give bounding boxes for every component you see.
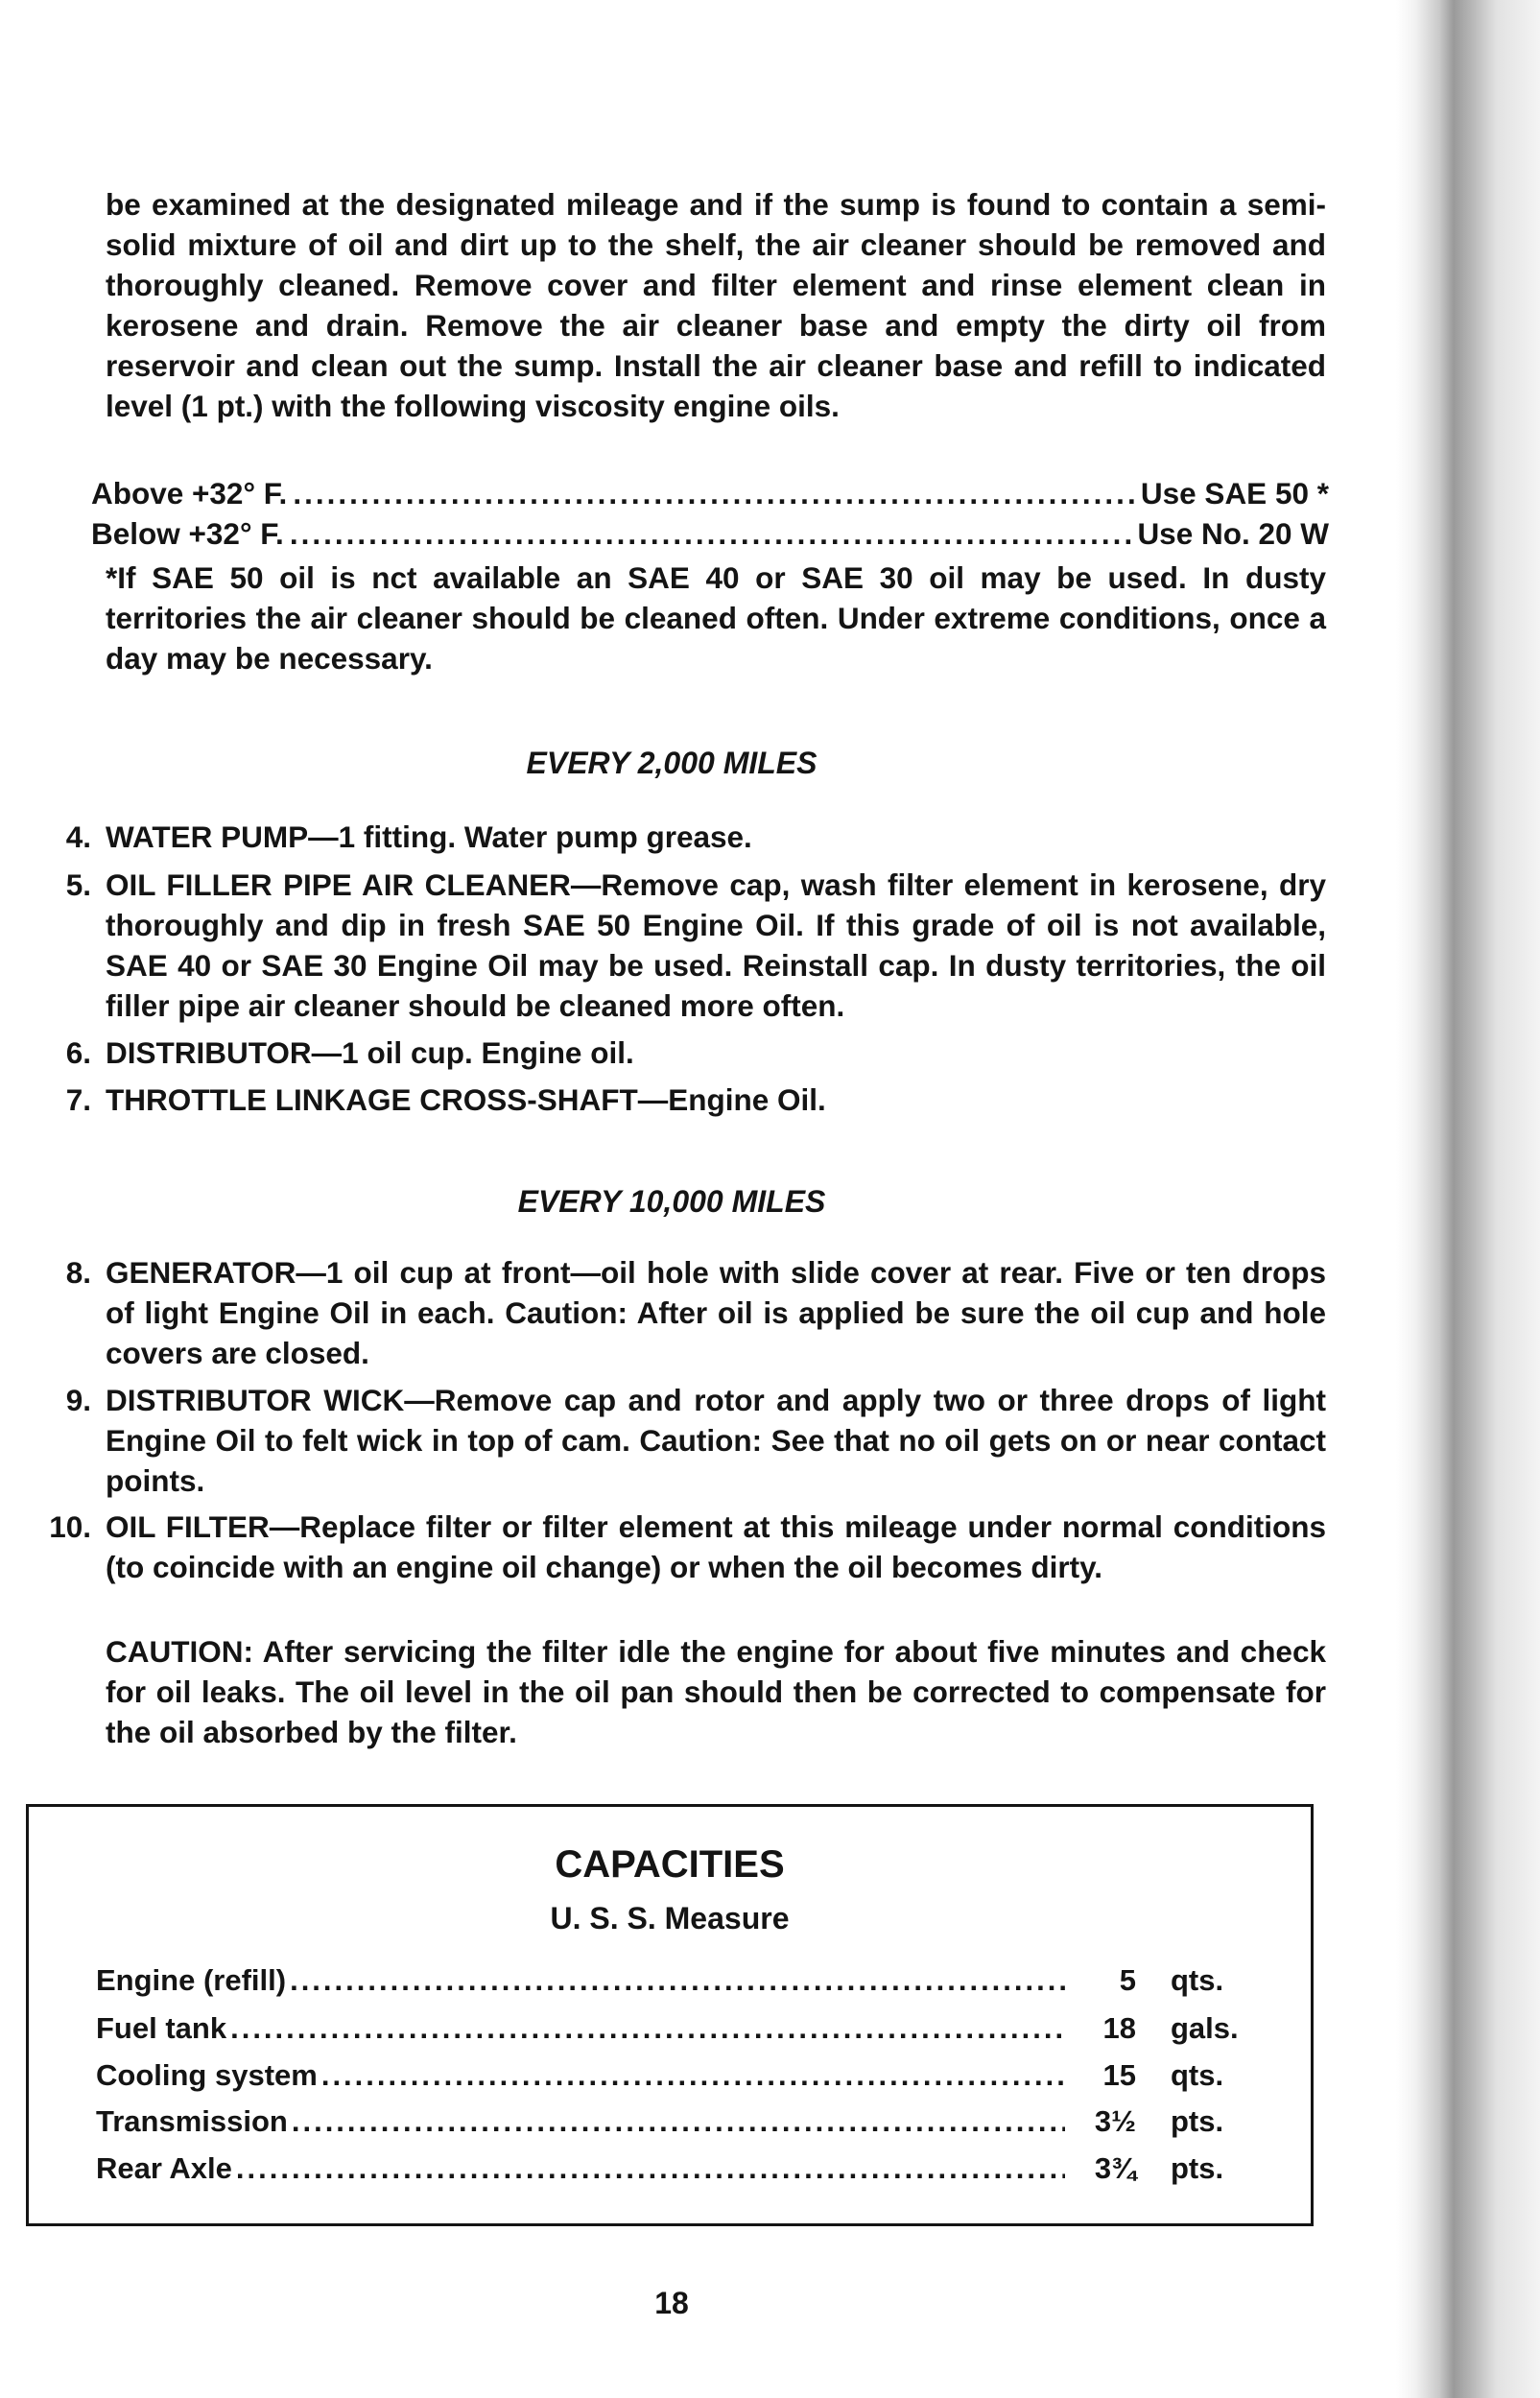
capacity-amount: 5	[1119, 1963, 1136, 1997]
capacity-unit: qts.	[1171, 2058, 1224, 2092]
item-number: 7.	[65, 1082, 91, 1117]
item-number: 4.	[65, 819, 91, 854]
capacity-label: Transmission	[96, 2104, 288, 2138]
capacity-label: Rear Axle	[96, 2151, 232, 2185]
dot-leader	[236, 2149, 1065, 2189]
viscosity-value: Use SAE 50 *	[1140, 476, 1329, 510]
capacity-row	[96, 1960, 1286, 2001]
viscosity-row-above	[91, 473, 1329, 513]
dot-leader	[290, 513, 1132, 554]
item-number: 9.	[65, 1383, 91, 1417]
oil-note: *If SAE 50 oil is nct available an SAE 40 or SAE 30 oil may be used. In dusty territories the air cleaner should be cleaned often. Under extreme conditions, once a day may be necessary.	[106, 560, 1326, 676]
capacity-amount: 3¾	[1094, 2151, 1136, 2185]
dot-leader	[321, 2055, 1065, 2096]
item-text: DISTRIBUTOR WICK—Remove cap and rotor and apply two or three drops of light Engine Oil to felt wick in top of cam. Caution: See that no oil gets on or near contact points.	[106, 1383, 1326, 1498]
capacity-label: Engine (refill)	[96, 1963, 287, 1997]
capacity-amount: 15	[1102, 2058, 1136, 2092]
viscosity-value: Use No. 20 W	[1137, 516, 1329, 551]
dot-leader	[292, 2101, 1065, 2142]
item-text: OIL FILLER PIPE AIR CLEANER—Remove cap, wash filter element in kerosene, dry thoroughly and dip in fresh SAE 50 Engine Oil. If this grade of oil is not available, SAE 40 or SAE 30 Engine Oil may be used. Reinstall cap. In dusty territories, the oil filler pipe air cleaner should be cleaned more often.	[106, 867, 1326, 1023]
capacities-subtitle: U. S. S. Measure	[550, 1901, 790, 1935]
item-text: OIL FILTER—Replace filter or filter element at this mileage under normal conditions (to coincide with an engine oil change) or when the oil becomes dirty.	[106, 1509, 1326, 1584]
capacity-unit: gals.	[1171, 2011, 1239, 2045]
dot-leader	[293, 473, 1135, 513]
capacity-label: Cooling system	[96, 2058, 318, 2092]
capacity-row	[96, 2008, 1286, 2049]
capacities-title: CAPACITIES	[555, 1843, 785, 1886]
dot-leader	[290, 1960, 1065, 2001]
item-number: 5.	[65, 867, 91, 902]
viscosity-row-below	[91, 513, 1329, 554]
section-heading-2000: EVERY 2,000 MILES	[526, 746, 817, 780]
section-heading-10000: EVERY 10,000 MILES	[517, 1184, 826, 1219]
capacity-unit: qts.	[1171, 1963, 1224, 1997]
capacity-amount: 3½	[1094, 2104, 1136, 2138]
capacity-amount: 18	[1102, 2011, 1136, 2045]
viscosity-label: Above +32° F.	[91, 476, 288, 510]
page-number: 18	[654, 2286, 689, 2320]
filter-caution: CAUTION: After servicing the filter idle the engine for about five minutes and check for oil leaks. The oil level in the oil pan should then be corrected to compensate for the oil absorbed by the filter.	[106, 1634, 1326, 1749]
item-text: WATER PUMP—1 fitting. Water pump grease.	[106, 819, 752, 854]
capacity-row	[96, 2101, 1286, 2142]
capacity-unit: pts.	[1171, 2104, 1224, 2138]
capacity-unit: pts.	[1171, 2151, 1224, 2185]
capacity-label: Fuel tank	[96, 2011, 227, 2045]
item-number: 10.	[49, 1509, 91, 1544]
item-text: DISTRIBUTOR—1 oil cup. Engine oil.	[106, 1035, 634, 1070]
item-text: THROTTLE LINKAGE CROSS-SHAFT—Engine Oil.	[106, 1082, 826, 1117]
capacities-box	[26, 1804, 1314, 2226]
item-number: 6.	[65, 1035, 91, 1070]
item-text: GENERATOR—1 oil cup at front—oil hole with slide cover at rear. Five or ten drops of light Engine Oil in each. Caution: After oil is applied be sure the oil cup and hole covers are closed.	[106, 1255, 1326, 1370]
capacity-row	[96, 2149, 1286, 2189]
item-number: 8.	[65, 1255, 91, 1290]
capacity-row	[96, 2055, 1286, 2096]
book-binding-shadow	[1396, 0, 1540, 2398]
intro-paragraph: be examined at the designated mileage and if the sump is found to contain a semi-solid mixture of oil and dirt up to the shelf, the air cleaner should be removed and thoroughly cleaned. Remove cover and filter element and rinse element clean in kerosene and drain. Remove the air cleaner base and empty the dirty oil from reservoir and clean out the sump. Install the air cleaner base and refill to indicated level (1 pt.) with the following viscosity engine oils.	[106, 187, 1326, 423]
dot-leader	[230, 2008, 1065, 2049]
viscosity-label: Below +32° F.	[91, 516, 284, 551]
